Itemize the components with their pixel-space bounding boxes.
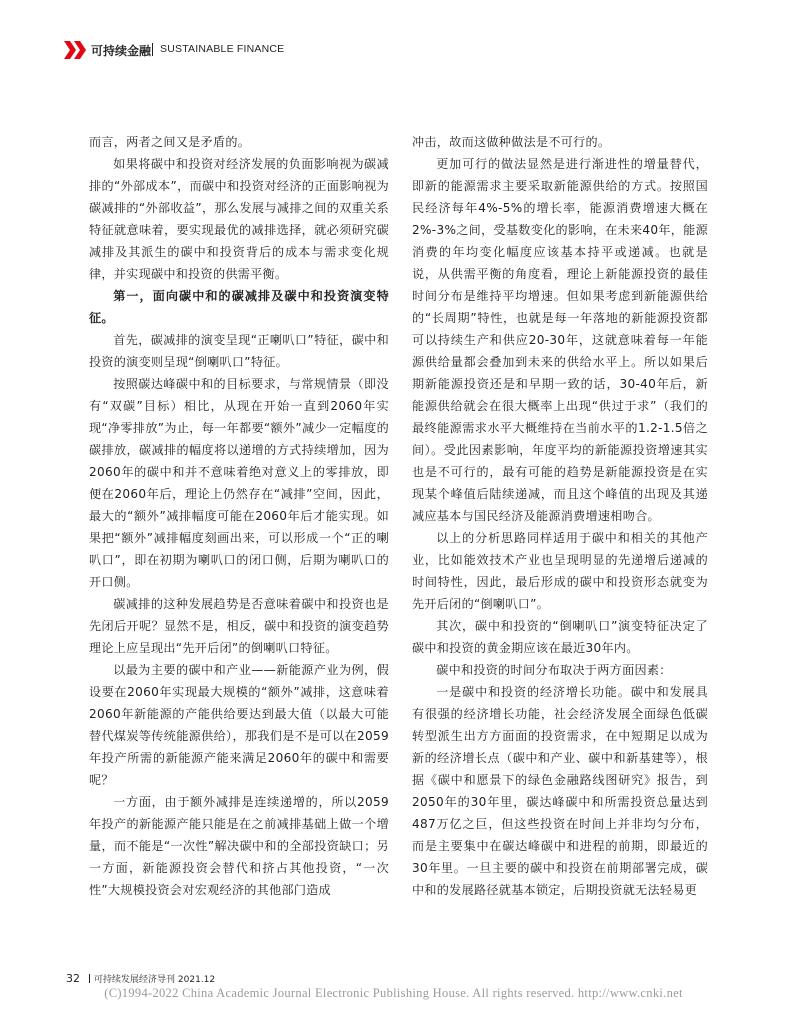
- journal-name: 可持续发展经济导刊: [94, 975, 176, 985]
- issue-date: 2021.12: [177, 975, 216, 985]
- left-column: [89, 131, 389, 901]
- footer-divider: [89, 974, 90, 983]
- copyright-watermark: (C)1994-2022 China Academic Journal Electronic Publishing House. All rights reserved. http://www.cnki.net: [104, 986, 683, 1000]
- right-column: [412, 131, 708, 901]
- paragraph: 第一，面向碳中和的碳减排及碳中和投资演变特征。: [89, 289, 389, 325]
- paragraph: 一是碳中和投资的经济增长功能。碳中和发展具有很强的经济增长功能，社会经济发展全面绿色低碳转型派生出方方面面的投资需求，在中短期足以成为新的经济增长点（碳中和产业、碳中和新基建等），根据《碳中和愿景下的绿色金融路线图研究》报告，到2050年的30年里，碳达峰碳中和所需投资总量达到487万亿之巨，但这些投资在时间上并非均匀分布，而是主要集中在碳达峰碳中和进程的前期，即最近的30年里。一旦主要的碳中和投资在前期部署完成，碳中和的发展路径就基本锁定，后期投资就无法轻易更: [412, 685, 708, 897]
- paragraph: 冲击，故而这做种做法是不可行的。: [412, 135, 611, 149]
- paragraph: 更加可行的做法显然是进行渐进性的增量替代，即新的能源需求主要采取新能源供给的方式。按照国民经济每年4%-5%的增长率，能源消费增速大概在2%-3%之间，受基数变化的影响，在未来40年，能源消费的年均变化幅度应该基本持平或递减。也就是说，从供需平衡的角度看，理论上新能源投资的最佳时间分布是维持平均增速。但如果考虑到新能源供给的“长周期”特性，也就是每一年落地的新能源投资都可以持续生产和供应20-30年，这就意味着每一年能源供给量都会叠加到未来的供给水平上。所以如果后期新能源投资还是和早期一致的话，30-40年后，新能源供给就会在很大概率上出现“供过于求”（我们的最终能源需求水平大概维持在当前水平的1.2-1.5倍之间）。受此因素影响，年度平均的新能源投资增速其实也是不可行的，最有可能的趋势是新能源投资是在实现某个峰值后陆续递减，而且这个峰值的出现及其递减应基本与国民经济及能源消费增速相吻合。: [412, 157, 708, 523]
- paragraph: 而言，两者之间又是矛盾的。: [89, 135, 251, 149]
- header-divider: [152, 43, 153, 56]
- paragraph: 按照碳达峰碳中和的目标要求，与常规情景（即没有“双碳”目标）相比，从现在开始一直到2060年实现“净零排放”为止，每一年都要“额外”减少一定幅度的碳排放，碳减排的幅度将以递增的方式持续增加，因为2060年的碳中和并不意味着绝对意义上的零排放，即便在2060年后，理论上仍然存在“减排”空间，因此，最大的“额外”减排幅度可能在2060年后才能实现。如果把“额外”减排幅度刻画出来，可以形成一个“正的喇叭口”，即在初期为喇叭口的闭口侧，后期为喇叭口的开口侧。: [89, 377, 389, 589]
- paragraph: 以上的分析思路同样适用于碳中和相关的其他产业，比如能效技术产业也呈现明显的先递增后递减的时间特性，因此，最后形成的碳中和投资形态就变为先开后闭的“倒喇叭口”。: [412, 531, 708, 611]
- paragraph: 碳中和投资的时间分布取决于两方面因素：: [436, 663, 672, 677]
- page-number: 32: [66, 972, 80, 985]
- paragraph: 如果将碳中和投资对经济发展的负面影响视为碳减排的“外部成本”，而碳中和投资对经济的正面影响视为碳减排的“外部收益”，那么发展与减排之间的双重关系特征就意味着，要实现最优的减排选择，就必须研究碳减排及其派生的碳中和投资背后的成本与需求变化规律，并实现碳中和投资的供需平衡。: [89, 157, 389, 281]
- page-footer: [66, 972, 215, 985]
- paragraph: 以最为主要的碳中和产业——新能源产业为例，假设要在2060年实现最大规模的“额外”减排，这意味着2060年新能源的产能供给要达到最大值（以最大可能替代煤炭等传统能源供给），那我们是不是可以在2059年投产所需的新能源产能来满足2060年的碳中和需要呢？: [89, 663, 389, 787]
- paragraph: 碳减排的这种发展趋势是否意味着碳中和投资也是先闭后开呢？显然不是，相反，碳中和投资的演变趋势理论上应呈现出“先开后闭”的倒喇叭口特征。: [89, 597, 389, 655]
- paragraph: 一方面，由于额外减排是连续递增的，所以2059年投产的新能源产能只能是在之前减排基础上做一个增量，而不能是“一次性”解决碳中和的全部投资缺口；另一方面，新能源投资会替代和挤占其他投资，“一次性”大规模投资会对宏观经济的其他部门造成: [89, 795, 389, 897]
- section-title-cn: 可持续金融: [91, 44, 152, 58]
- paragraph: 其次，碳中和投资的“倒喇叭口”演变特征决定了碳中和投资的黄金期应该在最近30年内。: [412, 619, 708, 655]
- paragraph: 首先，碳减排的演变呈现“正喇叭口”特征，碳中和投资的演变则呈现“倒喇叭口”特征。: [89, 333, 389, 369]
- section-title-en: SUSTAINABLE FINANCE: [160, 43, 285, 55]
- chevron-logo-icon: [64, 41, 88, 59]
